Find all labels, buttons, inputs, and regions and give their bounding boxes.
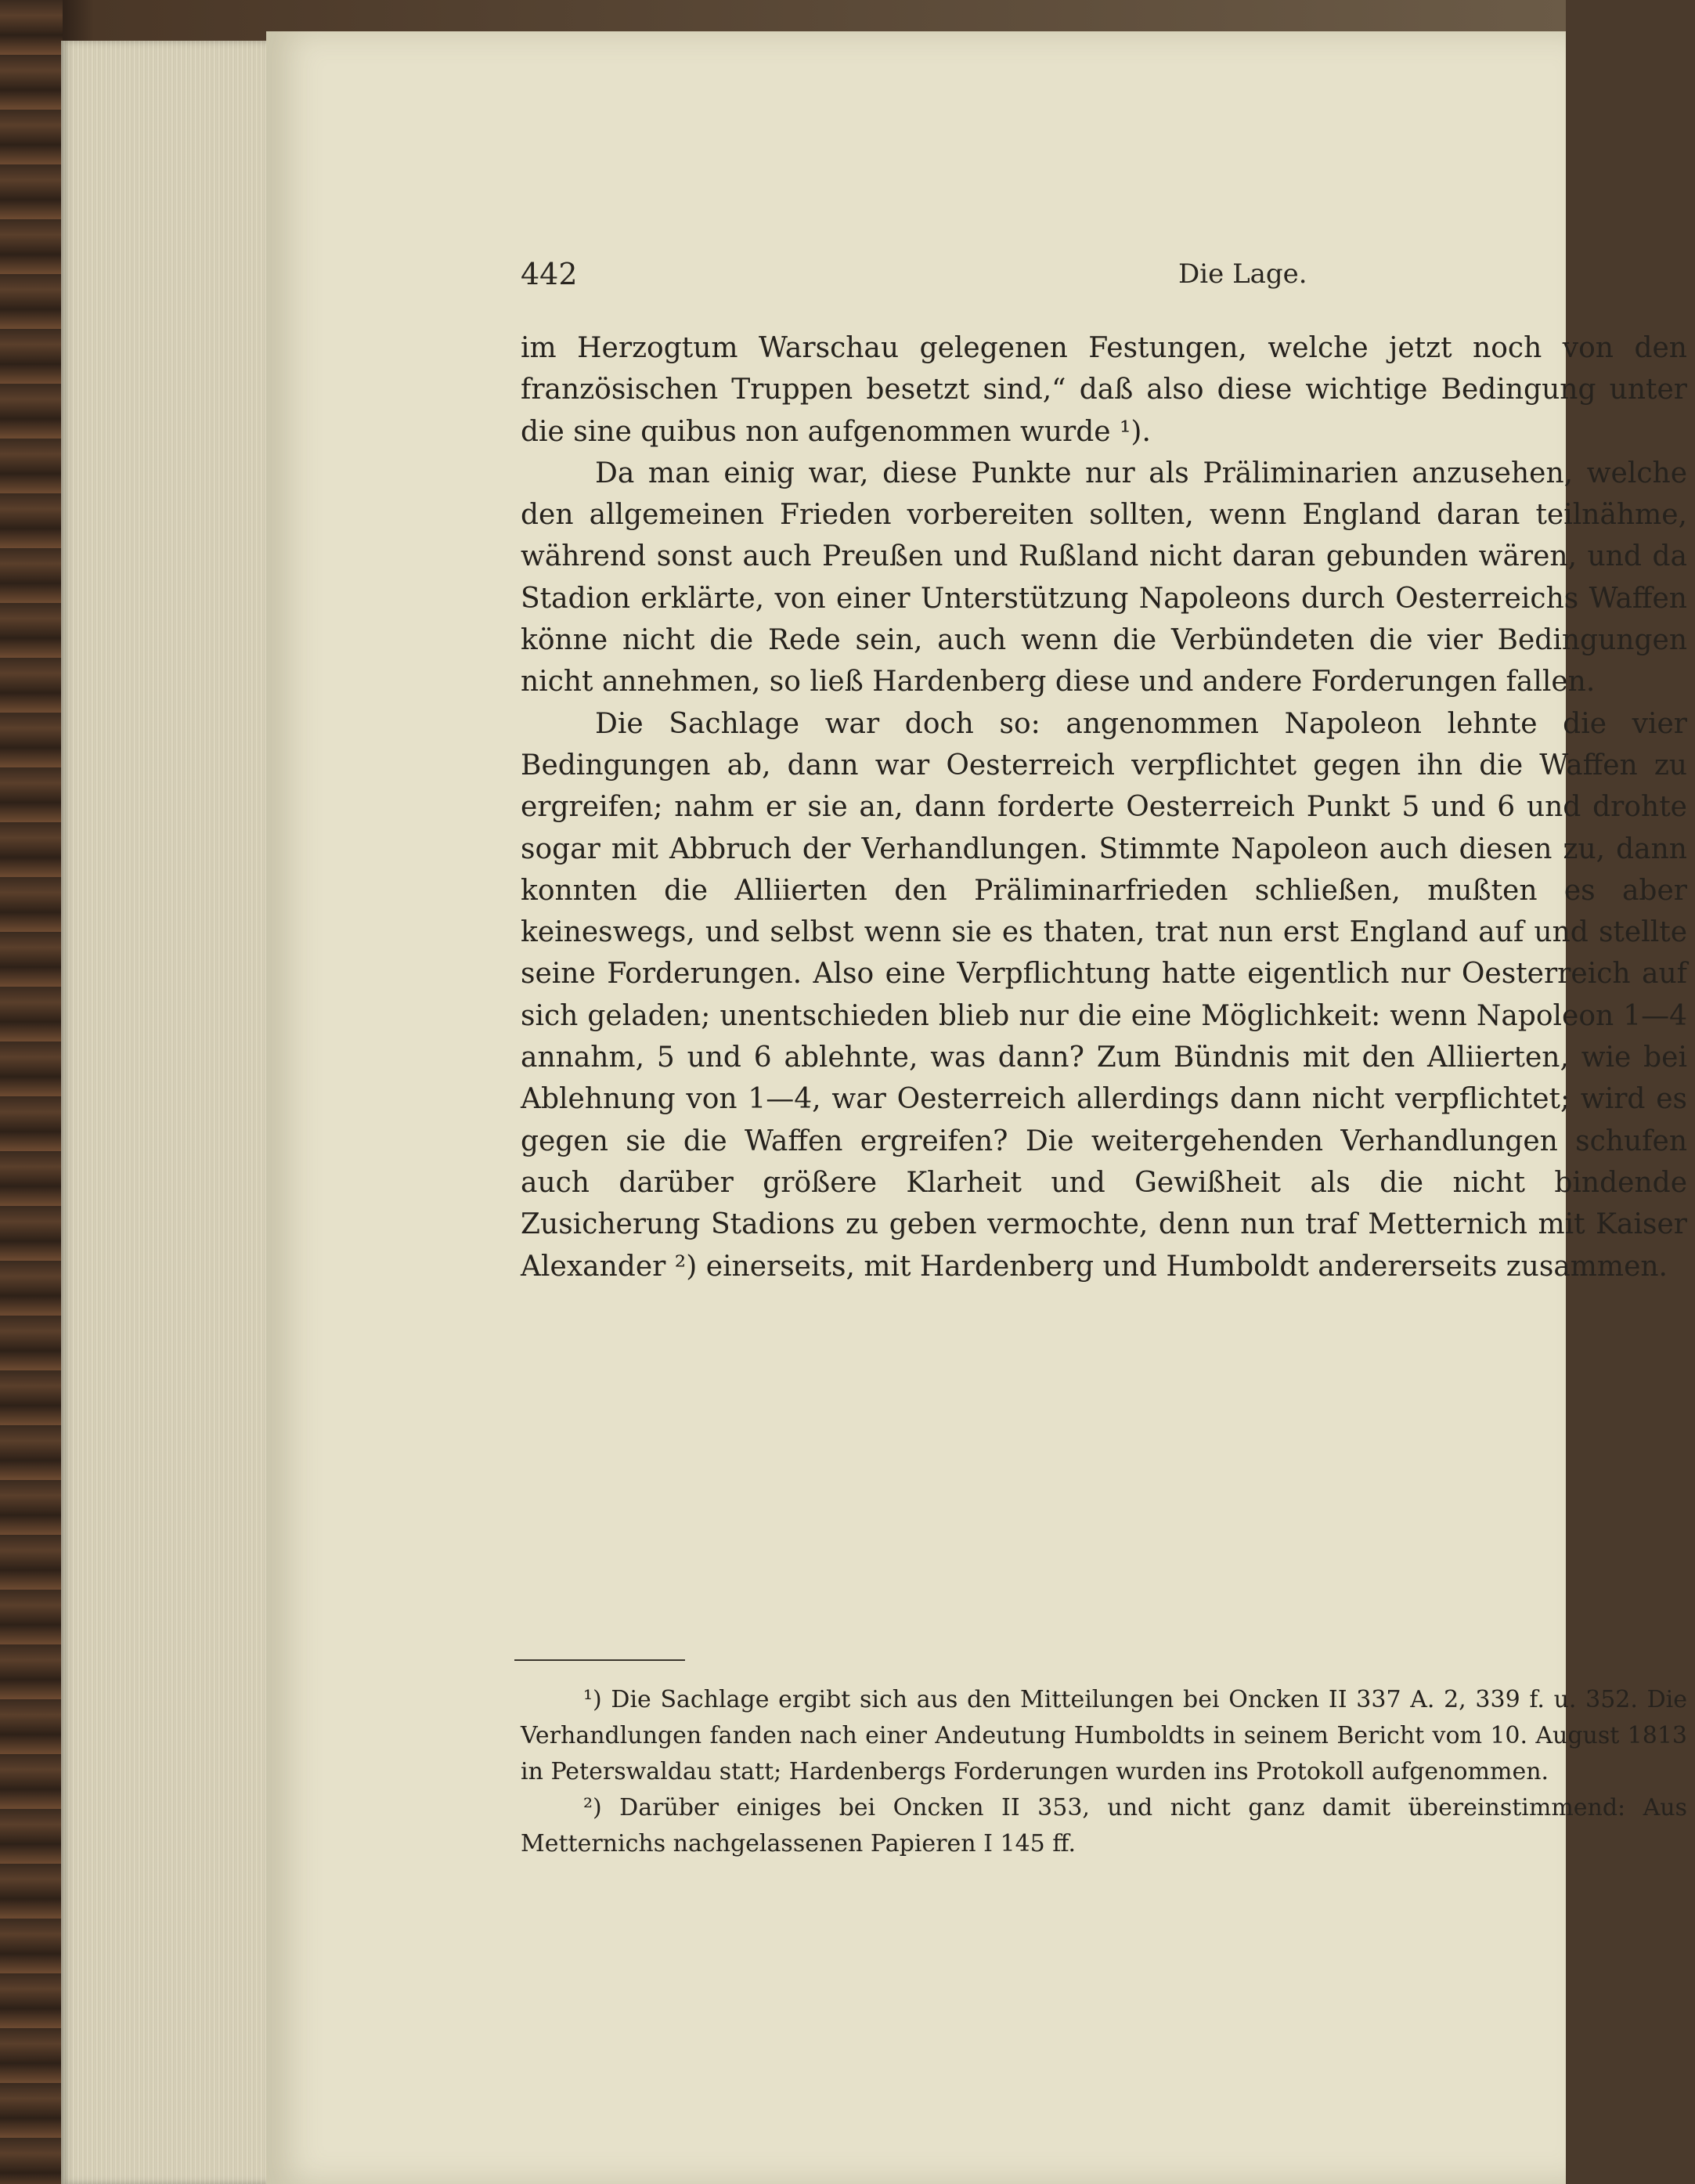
page-stack-edges <box>61 41 280 2184</box>
footnote: ¹) Die Sachlage ergibt sich aus den Mitteilungen bei Oncken II 337 A. 2, 339 f. u. 352. Die Verhandlungen fanden nach einer Andeutung Humboldts in seinem Bericht vom 10. August 1813 in Peterswaldau statt; Hardenbergs Forderungen wurden ins Protokoll aufgenommen. <box>521 1686 1687 1785</box>
paragraph: Die Sachlage war doch so: angenommen Napoleon lehnte die vier Bedingungen ab, dann war Oesterreich verpflichtet gegen ihn die Waffen zu ergreifen; nahm er sie an, dann forderte Oesterreich Punkt 5 und 6 und drohte sogar mit Abbruch der Verhandlungen. Stimmte Napoleon auch diesen zu, dann konnten die Alliierten den Präliminarfrieden schließen, mußten es aber keineswegs, und selbst wenn sie es thaten, trat nun erst England auf und stellte seine Forderungen. Also eine Verpflichtung hatte eigentlich nur Oesterreich auf sich geladen; unentschieden blieb nur die eine Möglichkeit: wenn Napoleon 1—4 annahm, 5 und 6 ablehnte, was dann? Zum Bündnis mit den Alliierten, wie bei Ablehnung von 1—4, war Oesterreich allerdings dann nicht verpflichtet; wird es gegen sie die Waffen ergreifen? Die weitergehenden Verhandlungen schufen auch darüber größere Klarheit und Gewißheit als die nicht bindende Zusicherung Stadions zu geben vermochte, denn nun traf Metternich mit Kaiser Alexander ²) einerseits, mit Hardenberg und Humboldt andererseits zusammen. <box>521 707 1687 1283</box>
running-head-title: Die Lage. <box>1178 258 1307 290</box>
paragraph: im Herzogtum Warschau gelegenen Festungen, welche jetzt noch von den französischen Truppen besetzt sind,“ daß also diese wichtige Bedingung unter die sine quibus non aufgenommen wurde ¹). <box>521 332 1687 448</box>
running-head <box>521 257 1695 296</box>
footnotes <box>521 1682 1687 1862</box>
paragraph: Da man einig war, diese Punkte nur als Präliminarien anzusehen, welche den allgemeinen Frieden vorbereiten sollten, wenn England daran teilnähme, während sonst auch Preußen und Rußland nicht daran gebunden wären, und da Stadion erklärte, von einer Unterstützung Napoleons durch Oesterreichs Waffen könne nicht die Rede sein, auch wenn die Verbündeten die vier Bedingungen nicht annehmen, so ließ Hardenberg diese und andere Forderungen fallen. <box>521 457 1687 699</box>
book-page <box>266 31 1687 2184</box>
page-number: 442 <box>521 257 578 291</box>
footnote: ²) Darüber einiges bei Oncken II 353, und nicht ganz damit übereinstimmend: Aus Metternichs nachgelassenen Papieren I 145 ff. <box>521 1794 1687 1857</box>
body-text <box>521 327 1687 1287</box>
book-cover-edge <box>0 0 63 2184</box>
footnote-rule <box>514 1659 685 1661</box>
